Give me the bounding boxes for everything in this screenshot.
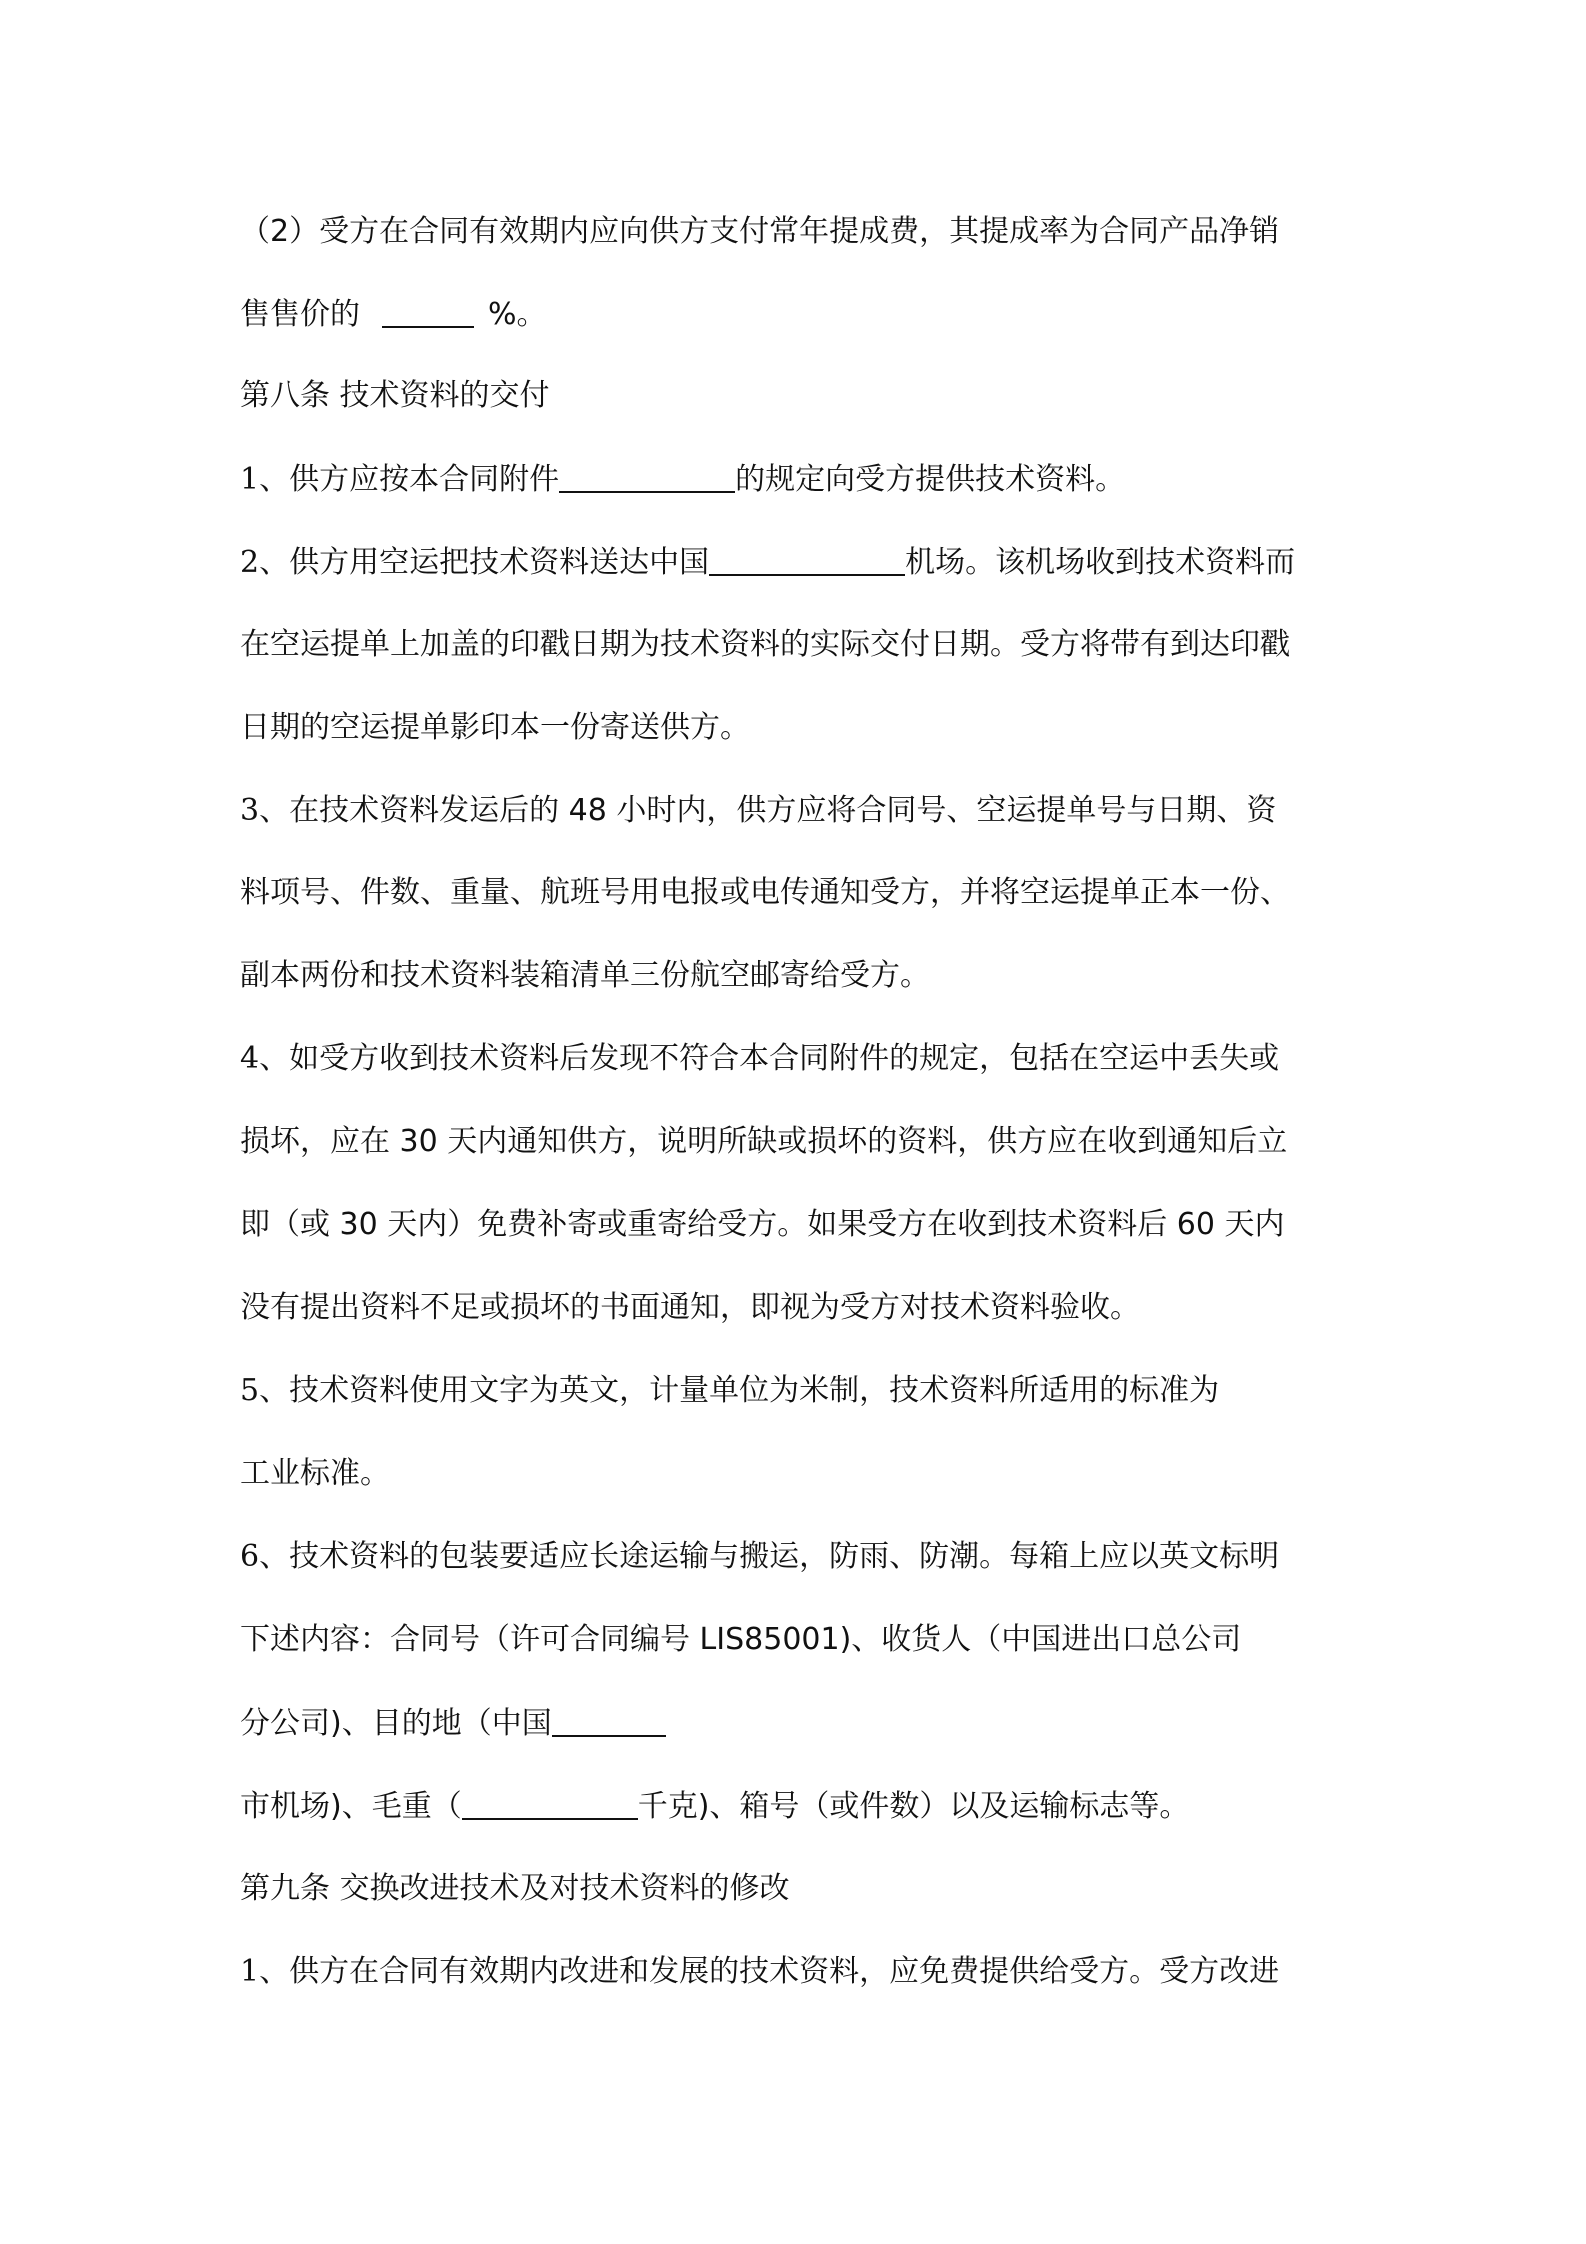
line-text: 在空运提单上加盖的印戳日期为技术资料的实际交付日期。受方将带有到达印戳 xyxy=(240,627,1290,662)
line-text: （2）受方在合同有效期内应向供方支付常年提成费，其提成率为合同产品净销 xyxy=(240,214,1280,249)
para-line xyxy=(240,625,1290,665)
para-line xyxy=(240,1288,1140,1328)
line-text: 即（或 30 天内）免费补寄或重寄给受方。如果受方在收到技术资料后 60 天内 xyxy=(240,1207,1285,1242)
para-line xyxy=(240,1620,1241,1660)
blank-field-appendix[interactable] xyxy=(559,459,735,493)
line-text: 技术资料的包装要适应长途运输与搬运，防雨、防潮。每箱上应以英文标明 xyxy=(289,1539,1280,1574)
para-line xyxy=(240,212,1279,252)
line-text: 技术资料使用文字为英文，计量单位为米制，技术资料所适用的标准为 xyxy=(289,1373,1220,1408)
line-text: 供方应按本合同附件 xyxy=(289,462,560,497)
para-line xyxy=(240,1371,1219,1411)
para-line xyxy=(240,791,1276,831)
heading-text: 第八条 技术资料的交付 xyxy=(240,378,550,413)
blank-field-destination[interactable] xyxy=(552,1703,666,1737)
para-line xyxy=(240,1537,1279,1577)
line-text: 千克)、箱号（或件数）以及运输标志等。 xyxy=(637,1789,1190,1824)
para-line xyxy=(240,1703,666,1744)
para-line xyxy=(240,1205,1285,1245)
item-number: 3、 xyxy=(240,793,290,828)
blank-field-airport[interactable] xyxy=(709,542,905,576)
para-line xyxy=(240,294,547,335)
item-number: 4、 xyxy=(240,1041,290,1076)
line-text: 机场。该机场收到技术资料而 xyxy=(905,545,1296,580)
line-text: 工业标准。 xyxy=(240,1456,390,1491)
article-heading xyxy=(240,376,550,416)
line-text: 料项号、件数、重量、航班号用电报或电传通知受方，并将空运提单正本一份、 xyxy=(240,875,1290,910)
blank-field-royalty-rate[interactable] xyxy=(382,294,474,328)
para-line xyxy=(240,1039,1279,1079)
item-number: 5、 xyxy=(240,1373,290,1408)
line-text: 副本两份和技术资料装箱清单三份航空邮寄给受方。 xyxy=(240,958,930,993)
line-text: 分公司)、目的地（中国 xyxy=(240,1706,552,1741)
line-text: 损坏，应在 30 天内通知供方，说明所缺或损坏的资料，供方应在收到通知后立 xyxy=(240,1124,1288,1159)
para-line xyxy=(240,956,930,996)
heading-text: 第九条 交换改进技术及对技术资料的修改 xyxy=(240,1871,790,1906)
item-number: 1、 xyxy=(240,1954,290,1989)
line-text: 在技术资料发运后的 48 小时内，供方应将合同号、空运提单号与日期、资 xyxy=(289,793,1277,828)
line-text: 如受方收到技术资料后发现不符合本合同附件的规定，包括在空运中丢失或 xyxy=(289,1041,1280,1076)
article-heading xyxy=(240,1869,790,1909)
line-text: 日期的空运提单影印本一份寄送供方。 xyxy=(240,710,750,745)
item-number: 6、 xyxy=(240,1539,290,1574)
line-text: 下述内容：合同号（许可合同编号 LIS85001)、收货人（中国进出口总公司 xyxy=(240,1622,1242,1657)
line-text: 供方用空运把技术资料送达中国 xyxy=(289,545,710,580)
item-number: 2、 xyxy=(240,545,290,580)
para-line xyxy=(240,873,1290,913)
line-text: 供方在合同有效期内改进和发展的技术资料，应免费提供给受方。受方改进 xyxy=(289,1954,1280,1989)
para-line xyxy=(240,1454,390,1494)
line-text: 售售价的 xyxy=(240,297,360,332)
line-text: 没有提出资料不足或损坏的书面通知，即视为受方对技术资料验收。 xyxy=(240,1290,1140,1325)
item-number: 1、 xyxy=(240,462,290,497)
line-text: 的规定向受方提供技术资料。 xyxy=(735,462,1126,497)
para-line xyxy=(240,1952,1279,1992)
para-line xyxy=(240,542,1295,583)
blank-field-gross-weight[interactable] xyxy=(462,1786,638,1820)
line-text: %。 xyxy=(488,297,547,332)
para-line xyxy=(240,1122,1287,1162)
line-text: 市机场)、毛重（ xyxy=(240,1789,462,1824)
para-line xyxy=(240,1786,1189,1827)
para-line xyxy=(240,708,750,748)
para-line xyxy=(240,459,1125,500)
